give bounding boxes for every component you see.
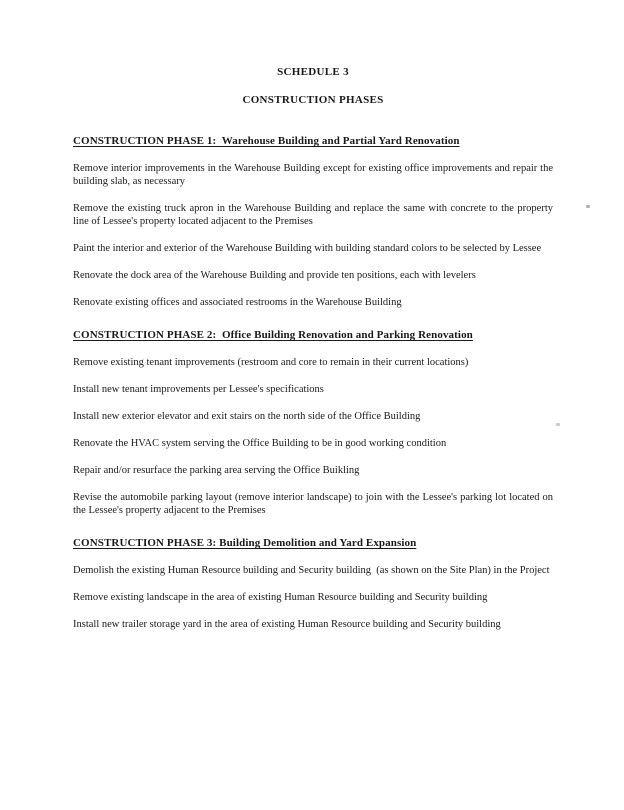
scan-artifact-speck [556,423,560,426]
phase-2-section [73,329,553,517]
phase-2-item: Revise the automobile parking layout (remove interior landscape) to join with the Lessee's parking lot located on the Lessee's property adjacent to the Premises [73,492,553,516]
phase-1-heading: CONSTRUCTION PHASE 1: Warehouse Building and Partial Yard Renovation [73,135,460,147]
phase-1-item: Renovate the dock area of the Warehouse Building and provide ten positions, each with levelers [73,270,476,281]
phase-2-item: Renovate the HVAC system serving the Office Building to be in good working condition [73,438,447,449]
phase-1-item: Remove the existing truck apron in the Warehouse Building and replace the same with concrete to the property line of Lessee's property located adjacent to the Premises [73,203,553,227]
phase-2-heading: CONSTRUCTION PHASE 2: Office Building Renovation and Parking Renovation [73,329,473,341]
phase-1-item: Remove interior improvements in the Warehouse Building except for existing office improvements and repair the building slab, as necessary [73,163,553,187]
document-subtitle: CONSTRUCTION PHASES [242,94,384,106]
schedule-title: SCHEDULE 3 [277,66,349,78]
phase-3-item: Demolish the existing Human Resource building and Security building (as shown on the Site Plan) in the Project [73,565,550,576]
phase-1-item: Renovate existing offices and associated restrooms in the Warehouse Building [73,297,402,308]
phase-3-item: Install new trailer storage yard in the area of existing Human Resource building and Security building [73,619,501,630]
phase-1-section [73,135,553,309]
scan-artifact-speck [586,205,590,208]
phase-3-section [73,537,553,631]
phase-3-heading: CONSTRUCTION PHASE 3: Building Demolition and Yard Expansion [73,537,417,549]
phase-2-item: Install new tenant improvements per Lessee's specifications [73,384,324,395]
phase-1-item: Paint the interior and exterior of the Warehouse Building with building standard colors to be selected by Lessee [73,243,542,254]
phase-2-item: Install new exterior elevator and exit stairs on the north side of the Office Building [73,411,421,422]
phase-3-item: Remove existing landscape in the area of existing Human Resource building and Security building [73,592,488,603]
phase-2-item: Remove existing tenant improvements (restroom and core to remain in their current locations) [73,357,469,368]
phase-2-item: Repair and/or resurface the parking area serving the Office Buikling [73,465,360,476]
